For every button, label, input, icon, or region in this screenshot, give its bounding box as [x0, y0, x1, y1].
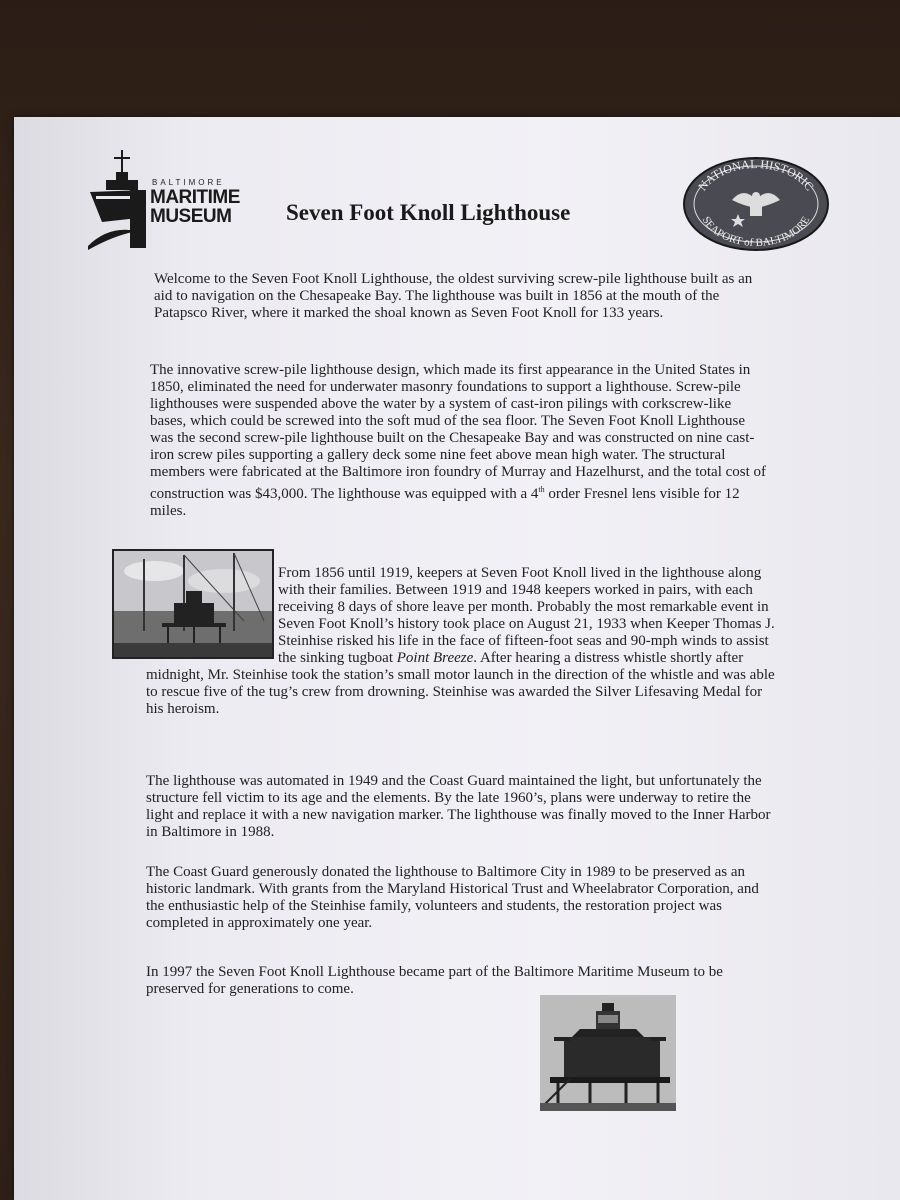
paragraph-design-text-a: The innovative screw-pile lighthouse design, which made its first appearance in the United States in 1850, eliminated the need for underwater masonry foundations to support a lighthouse. Screw-pile lighthouses were suspended above the water by a system of cast-iron pilings with corkscrew-like bases, which could be screwed into the soft mud of the sea floor. The Seven Foot Knoll Lighthouse was the second screw-pile lighthouse built on the Chesapeake Bay and was constructed on nine cast-iron screw piles supporting a gallery deck some nine feet above mean high water. The structural members were fabricated at the Baltimore iron foundry of Murray and Hazelhurst, and the total cost of construction was $43,000. The lighthouse was equipped with a 4 — [150, 362, 767, 502]
ship-logo-icon — [86, 150, 148, 250]
page-title: Seven Foot Knoll Lighthouse — [286, 200, 571, 225]
lighthouse-photo — [540, 995, 676, 1111]
paragraph-intro: Welcome to the Seven Foot Knoll Lighthouse, the oldest surviving screw-pile lighthouse built as an aid to navigation on the Chesapeake Bay. The lighthouse was built in 1856 at the mouth of the Patapsco River, where it marked the shoal known as Seven Foot Knoll for 133 years. — [154, 271, 753, 321]
logo-line-2: MUSEUM — [150, 206, 232, 227]
paragraph-design — [150, 362, 770, 520]
paragraph-keepers-text-b: . After hearing a distress whistle shortly after midnight, Mr. Steinhise took the station’s small motor launch in the direction of the whistle and was able to rescue five of the tug’s crew from drowning. Steinhise was awarded the Silver Lifesaving Medal for his heroism. — [146, 650, 775, 717]
seal-bottom-text: SEAPORT of BALTIMORE — [699, 214, 813, 250]
paragraph-museum: In 1997 the Seven Foot Knoll Lighthouse became part of the Baltimore Maritime Museum to be preserved for generations to come. — [146, 964, 723, 997]
logo-small-text: BALTIMORE — [152, 178, 225, 187]
paragraph-keepers — [146, 565, 776, 718]
paragraph-keepers-italic: Point Breeze — [396, 650, 474, 666]
paragraph-design-text-b: order Fresnel lens visible for 12 miles. — [150, 486, 740, 519]
paragraph-automation: The lighthouse was automated in 1949 and the Coast Guard maintained the light, but unfortunately the structure fell victim to its age and the elements. By the late 1960’s, plans were underway to retire the light and replace it with a new navigation marker. The lighthouse was finally moved to the Inner Harbor in Baltimore in 1988. — [146, 773, 771, 840]
maritime-museum-logo — [86, 150, 246, 250]
historic-seaport-seal — [682, 156, 830, 252]
photo-text-wrap — [112, 565, 266, 666]
logo-line-1: MARITIME — [150, 187, 240, 208]
logo-name — [150, 188, 240, 226]
paragraph-keepers-text-a: From 1856 until 1919, keepers at Seven Foot Knoll lived in the lighthouse along with their families. Between 1919 and 1948 keepers worked in pairs, with each receiving 8 days of shore leave per month. Probably the most remarkable event in Seven Foot Knoll’s history took place on August 21, 1933 when Keeper Thomas J. Steinhise risked his life in the face of fifteen-foot seas and 90-mph winds to assist the sinking tugboat — [278, 565, 775, 666]
paragraph-design-sup: th — [538, 485, 545, 494]
paragraph-donation: The Coast Guard generously donated the lighthouse to Baltimore City in 1989 to be preserved as an historic landmark. With grants from the Maryland Historical Trust and Wheelabrator Corporation, and the enthusiastic help of the Steinhise family, volunteers and students, the restoration project was completed in approximately one year. — [146, 864, 759, 931]
seal-top-text: NATIONAL HISTORIC — [695, 156, 817, 194]
